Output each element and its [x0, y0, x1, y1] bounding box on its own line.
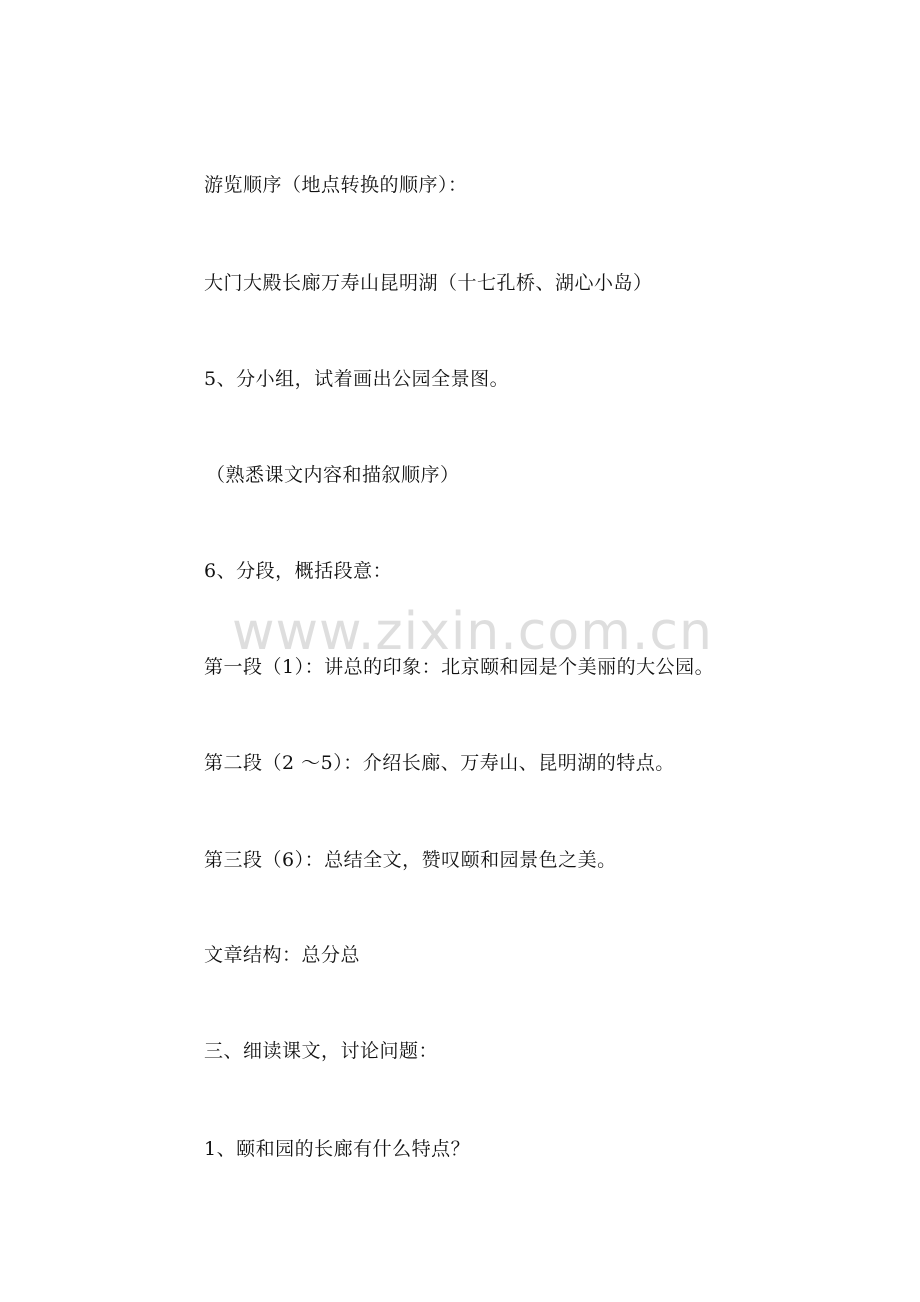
text-line-section-1: 第一段（1）：讲总的印象：北京颐和园是个美丽的大公园。	[204, 656, 715, 678]
text-line-section-3: 第三段（6）：总结全文，赞叹颐和园景色之美。	[204, 849, 617, 871]
text-line-task-6: 6、分段，概括段意：	[204, 560, 393, 582]
text-line-part-3-heading: 三、细读课文，讨论问题：	[204, 1040, 439, 1062]
watermark: www.zixin.com.cn	[232, 602, 713, 662]
text-line-question-1: 1、颐和园的长廊有什么特点？	[204, 1138, 471, 1160]
text-line-locations: 大门大殿长廊万寿山昆明湖（十七孔桥、湖心小岛）	[204, 272, 653, 294]
text-line-structure: 文章结构：总分总	[204, 944, 361, 966]
text-line-task-5-note: （熟悉课文内容和描叙顺序）	[206, 464, 460, 486]
text-line-tour-order: 游览顺序（地点转换的顺序）：	[204, 174, 468, 196]
text-line-section-2: 第二段（2 ～5）：介绍长廊、万寿山、昆明湖的特点。	[204, 752, 675, 774]
text-line-task-5: 5、分小组，试着画出公园全景图。	[204, 368, 510, 390]
